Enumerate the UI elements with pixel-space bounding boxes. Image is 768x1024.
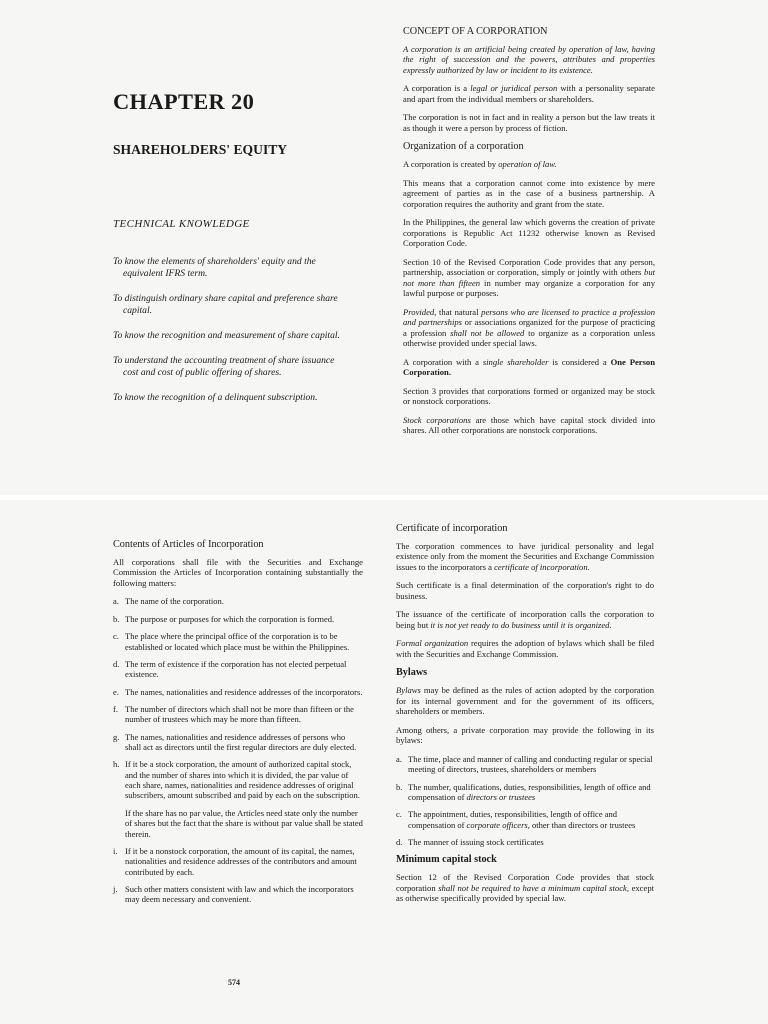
certificate-heading: Certificate of incorporation bbox=[396, 523, 508, 534]
objective-item: To know the recognition and measurement of share capital. bbox=[113, 329, 340, 341]
list-marker: f. bbox=[113, 703, 118, 714]
list-item bbox=[396, 837, 654, 847]
section-10-paragraph: Section 10 of the Revised Corporation Code provides that any person, partnership, association or corporation, simply or jointly with others but not more than fifteen in number may organize a corporation for any lawful purpose or purposes. bbox=[403, 256, 656, 299]
list-marker: e. bbox=[113, 686, 119, 697]
objective-item: To know the elements of shareholders' equity and the equivalent IFRS term. bbox=[113, 256, 316, 279]
list-text: The number, qualifications, duties, responsibilities, length of office and compensation of directors or trustees bbox=[408, 781, 651, 802]
operation-of-law-paragraph: A corporation is created by operation of law. bbox=[403, 159, 557, 170]
list-text: The place where the principal office of the corporation is to be established or located which place must be within the Philippines. bbox=[125, 631, 350, 652]
articles-list bbox=[113, 596, 363, 800]
chapter-title: CHAPTER 20 bbox=[113, 89, 255, 114]
objective-item: To know the recognition of a delinquent subscription. bbox=[113, 391, 318, 403]
bylaws-list bbox=[396, 754, 654, 848]
list-text: The time, place and manner of calling and conducting regular or special meeting of directors, trustees, shareholders or members bbox=[408, 753, 653, 775]
proviso-paragraph: Provided, that natural persons who are licensed to practice a profession and partnerships or associations organized for the purpose of practicing a profession shall not be allowed to organize as a corporation unless otherwise provided under special laws. bbox=[403, 306, 655, 349]
objective-item: To understand the accounting treatment of share issuance cost and cost of public offering of shares. bbox=[113, 354, 335, 378]
list-marker: j. bbox=[113, 884, 118, 894]
organization-heading: Organization of a corporation bbox=[403, 141, 524, 153]
learning-objectives bbox=[113, 256, 371, 417]
minimum-capital-paragraph: Section 12 of the Revised Corporation Code provides that stock corporation shall not be required to have a minimum capital stock, except as otherwise specifically provided by special law. bbox=[396, 872, 654, 904]
list-marker: b. bbox=[396, 781, 403, 792]
juridical-personality-paragraph: The corporation commences to have juridical personality and legal existence only from the moment the Securities and Exchange Commission issues to the incorporators a certificate of incorporation. bbox=[396, 541, 654, 572]
page-number: 574 bbox=[228, 978, 240, 987]
formal-organization-paragraph: Formal organization requires the adoption of bylaws which shall be filed with the Securities and Exchange Commission. bbox=[396, 638, 654, 659]
final-determination-paragraph: Such certificate is a final determination of the corporation's right to do business. bbox=[396, 580, 654, 601]
juridical-person-paragraph: A corporation is a legal or juridical person with a personality separate and apart from the individual members or shareholders. bbox=[403, 83, 656, 104]
no-par-value-note: If the share has no par value, the Articles need state only the number of shares but the fact that the share is without par value shall be stated therein. bbox=[125, 807, 363, 839]
bylaws-definition: Bylaws may be defined as the rules of action adopted by the corporation for its internal government and for the government of its officers, shareholders or members. bbox=[396, 685, 654, 717]
list-text: The names, nationalities and residence addresses of the incorporators. bbox=[125, 686, 363, 697]
list-item bbox=[113, 631, 363, 652]
top-page bbox=[0, 0, 768, 495]
list-item bbox=[113, 884, 363, 905]
list-text: If it be a stock corporation, the amount of authorized capital stock, and the number of shares into which it is divided, the par value of each share, names, nationalities and residence addresses of original subscribers, amount subscribed and paid by each on the subscription. bbox=[125, 759, 360, 801]
list-marker: a. bbox=[396, 753, 402, 764]
list-item bbox=[113, 614, 363, 624]
section-3-paragraph: Section 3 provides that corporations formed or organized may be stock or nonstock corporations. bbox=[403, 385, 655, 407]
list-text: If it be a nonstock corporation, the amount of its capital, the names, nationalities and residence addresses of the contributors and amount contributed by each. bbox=[125, 845, 357, 877]
bylaws-provisions-intro: Among others, a private corporation may provide the following in its bylaws: bbox=[396, 724, 654, 746]
list-item bbox=[396, 809, 654, 830]
list-item bbox=[113, 846, 363, 877]
list-marker: h. bbox=[113, 759, 120, 770]
issuance-paragraph: The issuance of the certificate of incorporation calls the corporation to being but it is not yet ready to do business until it is organized. bbox=[396, 609, 654, 630]
technical-knowledge-heading: TECHNICAL KNOWLEDGE bbox=[113, 218, 250, 230]
list-item bbox=[113, 659, 363, 680]
list-item bbox=[396, 782, 654, 803]
list-item bbox=[113, 759, 363, 800]
list-text: The appointment, duties, responsibilities, length of office and compensation of corporate officers, other than directors or trustees bbox=[408, 809, 636, 830]
list-item bbox=[396, 754, 654, 775]
articles-column bbox=[113, 539, 363, 912]
list-item bbox=[113, 596, 363, 606]
one-person-corporation-paragraph: A corporation with a single shareholder is considered a One Person Corporation. bbox=[403, 356, 656, 378]
list-text: The names, nationalities and residence addresses of persons who shall act as directors until the first regular directors are duly elected. bbox=[125, 731, 357, 753]
list-text: Such other matters consistent with law and which the incorporators may deem necessary and convenient. bbox=[125, 884, 354, 905]
stock-corporations-paragraph: Stock corporations are those which have capital stock divided into shares. All other corporations are nonstock corporations. bbox=[403, 414, 655, 436]
list-text: The name of the corporation. bbox=[125, 596, 224, 607]
list-text: The manner of issuing stock certificates bbox=[408, 836, 544, 847]
list-item bbox=[113, 687, 363, 697]
list-marker: g. bbox=[113, 731, 120, 742]
concept-heading: CONCEPT OF A CORPORATION bbox=[403, 26, 548, 37]
list-item bbox=[113, 704, 363, 725]
list-marker: d. bbox=[396, 836, 403, 847]
fiction-paragraph: The corporation is not in fact and in reality a person but the law treats it as though it were a person by process of fiction. bbox=[403, 112, 655, 133]
list-text: The number of directors which shall not be more than fifteen or the number of trustees which may be more than fifteen. bbox=[125, 703, 354, 725]
list-marker: c. bbox=[396, 809, 402, 820]
objective-item: To distinguish ordinary share capital and preference share capital. bbox=[113, 292, 338, 316]
list-marker: c. bbox=[113, 631, 119, 642]
bylaws-heading: Bylaws bbox=[396, 667, 428, 679]
republic-act-paragraph: In the Philippines, the general law which governs the creation of private corporations is Republic Act 11232 otherwise known as Revised Corporation Code. bbox=[403, 217, 655, 249]
list-marker: b. bbox=[113, 613, 120, 624]
list-text: The purpose or purposes for which the corporation is formed. bbox=[125, 613, 335, 624]
articles-intro: All corporations shall file with the Securities and Exchange Commission the Articles of Incorporation containing substantially the following matters: bbox=[113, 557, 363, 588]
minimum-capital-heading: Minimum capital stock bbox=[396, 854, 497, 866]
list-item bbox=[113, 732, 363, 753]
articles-heading: Contents of Articles of Incorporation bbox=[113, 539, 264, 550]
list-marker: i. bbox=[113, 845, 118, 856]
list-marker: d. bbox=[113, 658, 120, 669]
state-grant-paragraph: This means that a corporation cannot come into existence by mere agreement of parties as in the case of a business partnership. A corporation requires the authority and grant from the state. bbox=[403, 177, 655, 209]
chapter-subtitle: SHAREHOLDERS' EQUITY bbox=[113, 142, 288, 157]
certificate-column bbox=[396, 523, 654, 912]
list-text: The term of existence if the corporation has not elected perpetual existence. bbox=[125, 658, 347, 680]
concept-column bbox=[403, 26, 655, 444]
articles-list-continued bbox=[113, 846, 363, 905]
list-marker: a. bbox=[113, 596, 119, 607]
corporation-definition: A corporation is an artificial being created by operation of law, having the right of succession and the powers, attributes and properties expressly authorized by law or incident to its existence. bbox=[403, 44, 655, 75]
